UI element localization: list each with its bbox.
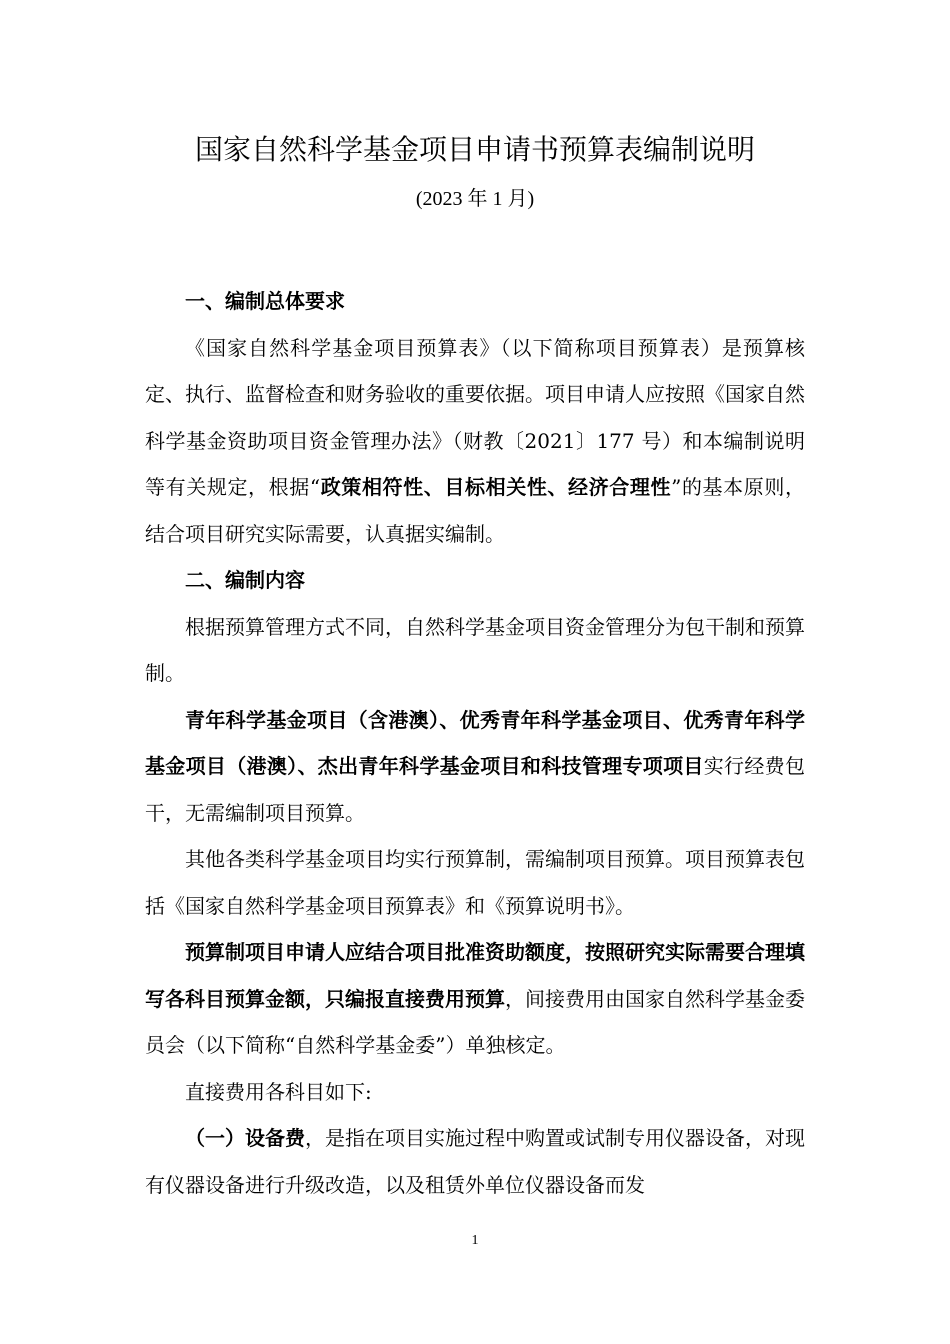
- text-run: ”的基本原则，结合项目研究实际需要，认真据实编制。: [145, 475, 805, 546]
- text-run: ，是指在项目实施过程中购置或试制专用仪器设备，对现有仪器设备进行升级改造，以及租赁外单位仪器设备而发: [145, 1126, 805, 1197]
- section-heading-contents: 二、编制内容: [185, 568, 305, 592]
- paragraph-general-requirements: [145, 325, 805, 558]
- document-title: 国家自然科学基金项目申请书预算表编制说明: [194, 133, 755, 166]
- bold-equipment-fee-label: （一）设备费: [185, 1126, 305, 1150]
- bold-lump-sum-project-types: 青年科学基金项目（含港澳）、优秀青年科学基金项目、优秀青年科学基金项目（港澳）、杰出青年科学基金项目和科技管理专项项目: [145, 707, 805, 778]
- paragraph-budget-projects: 其他各类科学基金项目均实行预算制，需编制项目预算。项目预算表包括《国家自然科学基金项目预算表》和《预算说明书》。: [145, 847, 805, 918]
- document-body: [145, 278, 805, 1208]
- text-run: ，间接费用由国家自然科学基金委员会（以下简称“自然科学基金委”）单独核定。: [145, 986, 805, 1057]
- text-run: 实行经费包干，无需编制项目预算。: [145, 754, 805, 825]
- paragraph-lump-sum-projects: [145, 697, 805, 837]
- paragraph-direct-costs-requirement: [145, 929, 805, 1069]
- paragraph-equipment-fee: [145, 1115, 805, 1208]
- document-date: (2023 年 1 月): [415, 188, 535, 210]
- bold-direct-costs-rule: 预算制项目申请人应结合项目批准资助额度，按照研究实际需要合理填写各科目预算金额，只编报直接费用预算: [145, 940, 805, 1011]
- bold-principles: 政策相符性、目标相关性、经济合理性: [320, 475, 672, 499]
- text-run: 《国家自然科学基金项目预算表》（以下简称项目预算表）是预算核定、执行、监督检查和财务验收的重要依据。项目申请人应按照《国家自然科学基金资助项目资金管理办法》（财教〔2021〕177 号）和本编制说明等有关规定，根据“: [145, 335, 805, 499]
- paragraph-direct-cost-items-intro: 直接费用各科目如下:: [185, 1079, 372, 1104]
- page-number: 1: [471, 1233, 479, 1248]
- paragraph-budget-modes: 根据预算管理方式不同，自然科学基金项目资金管理分为包干制和预算制。: [145, 614, 805, 685]
- section-heading-general-requirements: 一、编制总体要求: [185, 289, 345, 313]
